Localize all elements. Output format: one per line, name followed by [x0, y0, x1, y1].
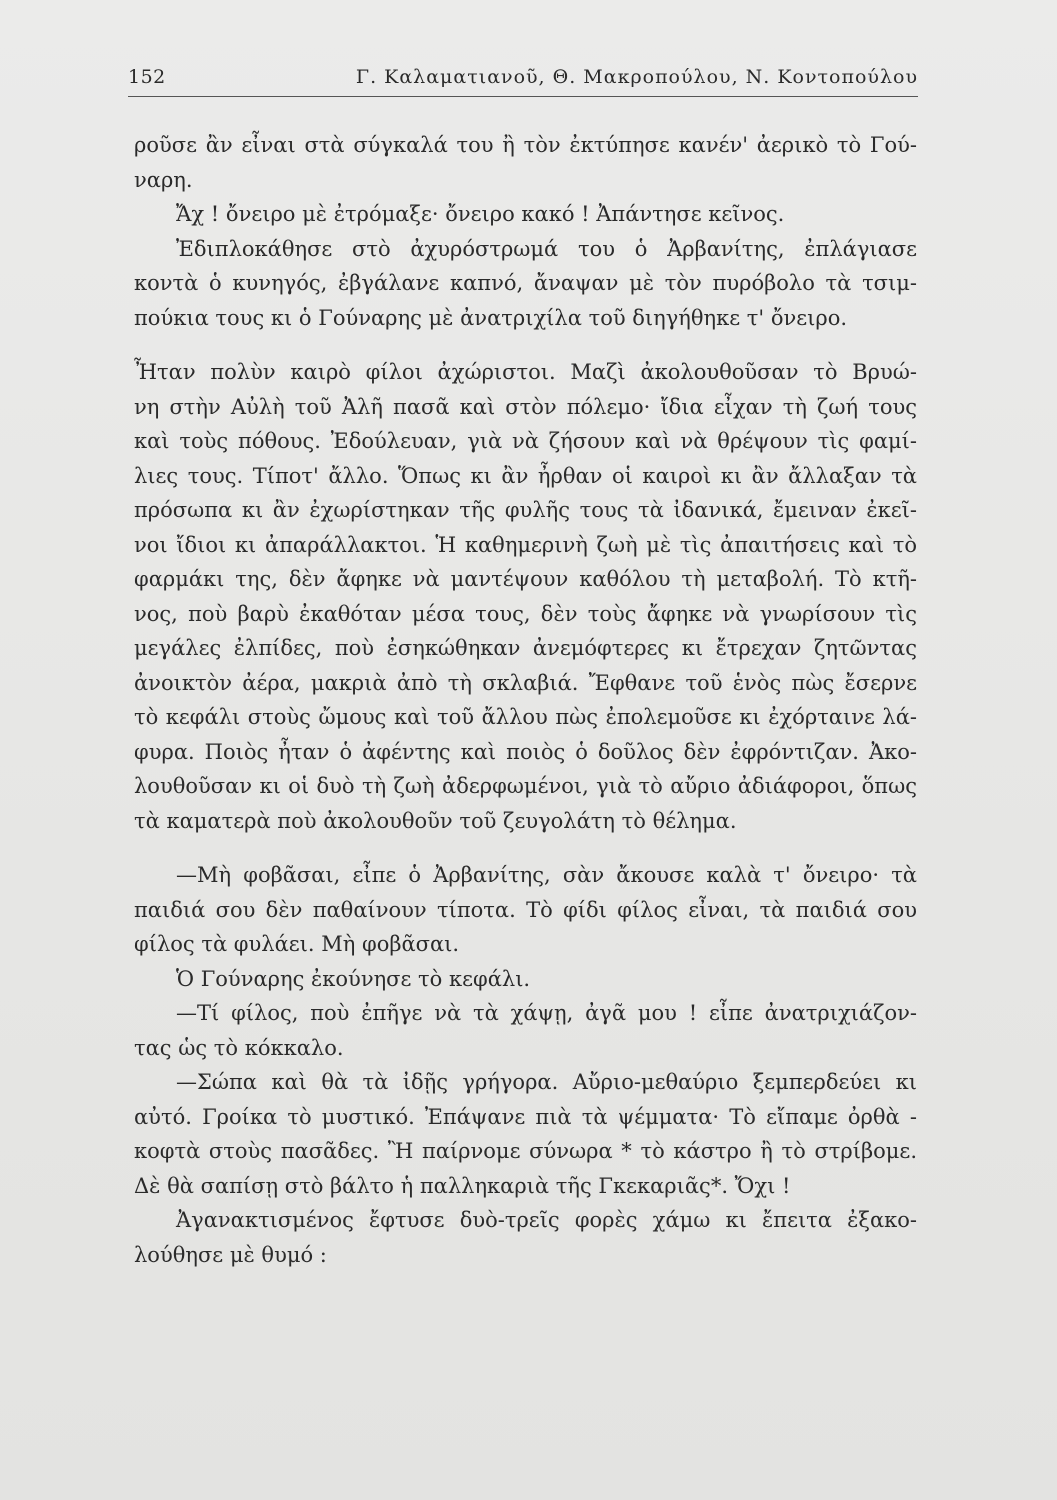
page-header	[128, 64, 918, 97]
text-line: τας ὡς τὸ κόκκαλο.	[134, 1035, 344, 1060]
text-line: μεγάλες ἐλπίδες, ποὺ ἐσηκώθηκαν ἀνεμόφτερες κι ἔτρεχαν ζητῶντας	[134, 636, 917, 660]
paragraph	[134, 1065, 917, 1203]
text-line: αὐτό. Γροίκα τὸ μυστικό. Ἐπάψανε πιὰ τὰ ψέμματα· Τὸ εἴπαμε ὀρθὰ -	[134, 1104, 917, 1129]
text-line: κοντὰ ὁ κυνηγός, ἐβγάλανε καπνό, ἄναψαν μὲ τὸν πυρόβολο τὰ τσιμ-	[134, 271, 917, 295]
text-line: —Σώπα καὶ θὰ τὰ ἰδῇς γρήγορα. Αὔριο-μεθαύριο ξεμπερδεύει κι	[176, 1070, 917, 1094]
text-line: ναρη.	[134, 167, 193, 192]
text-line: —Μὴ φοβᾶσαι, εἶπε ὁ Ἀρβανίτης, σὰν ἄκουσε καλὰ τ' ὄνειρο· τὰ	[176, 863, 917, 887]
paragraph	[134, 232, 917, 336]
paragraph	[134, 197, 917, 232]
text-line: λουθοῦσαν κι οἱ δυὸ τὴ ζωὴ ἀδερφωμένοι, γιὰ τὸ αὔριο ἀδιάφοροι, ὅπως	[134, 774, 917, 798]
text-line: Δὲ θὰ σαπίσῃ στὸ βάλτο ἡ παλληκαριὰ τῆς Γκεκαριᾶς*. Ὄχι !	[134, 1173, 791, 1198]
paragraph-gap	[134, 335, 917, 355]
text-line: πούκια τους κι ὁ Γούναρης μὲ ἀνατριχίλα τοῦ διηγήθηκε τ' ὄνειρο.	[134, 305, 848, 330]
text-line: καὶ τοὺς πόθους. Ἐδούλευαν, γιὰ νὰ ζήσουν καὶ νὰ θρέψουν τὶς φαμί-	[134, 429, 917, 453]
text-line: νη στὴν Αὐλὴ τοῦ Ἀλῆ πασᾶ καὶ στὸν πόλεμο· ἴδια εἶχαν τὴ ζωή τους	[134, 394, 917, 419]
text-line: φυρα. Ποιὸς ἦταν ὁ ἀφέντης καὶ ποιὸς ὁ δοῦλος δὲν ἐφρόντιζαν. Ἀκο-	[134, 739, 917, 764]
paragraph	[134, 996, 917, 1065]
text-line: Ἄχ ! ὄνειρο μὲ ἐτρόμαξε· ὄνειρο κακό ! Ἀπάντησε κεῖνος.	[176, 202, 785, 226]
running-head: Γ. Καλαματιανοῦ, Θ. Μακροπούλου, Ν. Κοντοπούλου	[355, 66, 918, 88]
text-line: Ἐδιπλοκάθησε στὸ ἀχυρόστρωμά του ὁ Ἀρβανίτης, ἐπλάγιασε	[176, 236, 917, 261]
paragraph	[134, 1203, 917, 1272]
text-line: φαρμάκι της, δὲν ἄφηκε νὰ μαντέψουν καθόλου τὴ μεταβολή. Τὸ κτῆ-	[134, 567, 917, 591]
paragraph	[134, 355, 917, 838]
page-number: 152	[128, 66, 166, 88]
text-line: φίλος τὰ φυλάει. Μὴ φοβᾶσαι.	[134, 932, 460, 956]
text-line: κοφτὰ στοὺς πασᾶδες. Ἢ παίρνομε σύνωρα * τὸ κάστρο ἢ τὸ στρίβομε.	[134, 1139, 917, 1163]
text-line: ροῦσε ἂν εἶναι στὰ σύγκαλά του ἢ τὸν ἐκτύπησε κανέν' ἀερικὸ τὸ Γού-	[134, 133, 917, 157]
body-text	[134, 128, 917, 1272]
text-line: νοι ἴδιοι κι ἀπαράλλακτοι. Ἡ καθημερινὴ ζωὴ μὲ τὶς ἀπαιτήσεις καὶ τὸ	[134, 532, 917, 557]
text-line: λούθησε μὲ θυμό :	[134, 1242, 327, 1267]
paragraph-gap	[134, 838, 917, 858]
text-line: Ἀγανακτισμένος ἔφτυσε δυὸ-τρεῖς φορὲς χάμω κι ἔπειτα ἐξακο-	[176, 1208, 917, 1232]
text-line: ἀνοικτὸν ἀέρα, μακριὰ ἀπὸ τὴ σκλαβιά. Ἔφθανε τοῦ ἑνὸς πὼς ἔσερνε	[134, 670, 917, 695]
paragraph	[134, 962, 917, 997]
text-line: Ἦταν πολὺν καιρὸ φίλοι ἀχώριστοι. Μαζὶ ἀκολουθοῦσαν τὸ Βρυώ-	[134, 360, 917, 384]
text-line: πρόσωπα κι ἂν ἐχωρίστηκαν τῆς φυλῆς τους τὰ ἰδανικά, ἔμειναν ἐκεῖ-	[134, 498, 917, 522]
text-line: τὰ καματερὰ ποὺ ἀκολουθοῦν τοῦ ζευγολάτη τὸ θέλημα.	[134, 808, 737, 833]
text-line: λιες τους. Τίποτ' ἄλλο. Ὅπως κι ἂν ἦρθαν οἱ καιροὶ κι ἂν ἄλλαξαν τὰ	[134, 463, 917, 488]
text-line: —Τί φίλος, ποὺ ἐπῆγε νὰ τὰ χάψῃ, ἀγᾶ μου ! εἶπε ἀνατριχιάζον-	[176, 1001, 917, 1025]
text-line: Ὁ Γούναρης ἐκούνησε τὸ κεφάλι.	[176, 966, 531, 991]
text-line: παιδιά σου δὲν παθαίνουν τίποτα. Τὸ φίδι φίλος εἶναι, τὰ παιδιά σου	[134, 897, 917, 922]
text-line: νος, ποὺ βαρὺ ἐκαθόταν μέσα τους, δὲν τοὺς ἄφηκε νὰ γνωρίσουν τὶς	[134, 601, 917, 626]
text-line: τὸ κεφάλι στοὺς ὤμους καὶ τοῦ ἄλλου πὼς ἐπολεμοῦσε κι ἐχόρταινε λά-	[134, 705, 917, 729]
paragraph	[134, 858, 917, 962]
paragraph	[134, 128, 917, 197]
